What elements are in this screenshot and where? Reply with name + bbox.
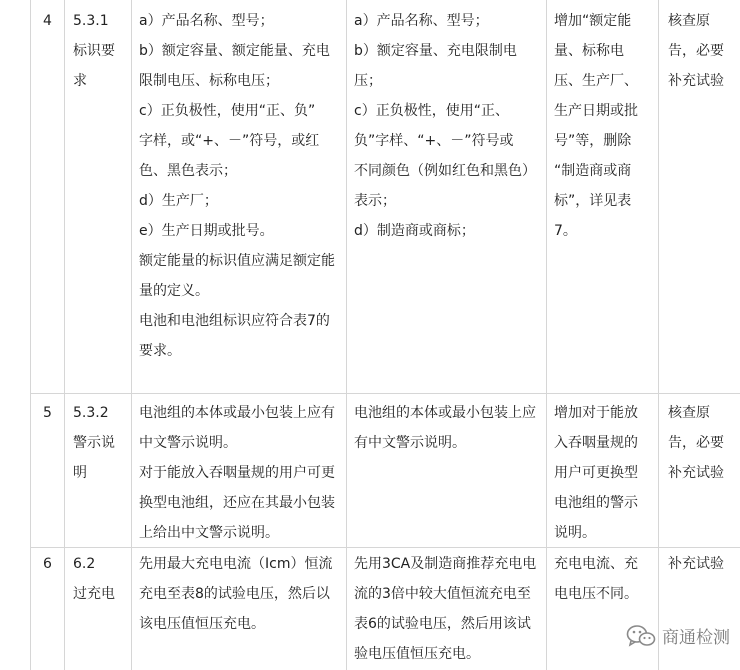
column-divider: [346, 0, 347, 670]
new-standard-cell: 先用3CA及制造商推荐充电电 流的3倍中较大值恒流充电至 表6的试验电压，然后用该试 验电压值恒压充电。: [354, 556, 537, 662]
old-standard-cell: 电池组的本体或最小包装上应有 中文警示说明。 对于能放入吞咽量规的用户可更 换型电池组，还应在其最小包装 上给出中文警示说明。: [139, 405, 335, 541]
change-note-cell: 增加“额定能 量、标称电 压、生产厂、 生产日期或批 号”等，删除 “制造商或商 标”，详见表 7。: [554, 13, 638, 239]
change-note-cell: 充电电流、充 电电压不同。: [554, 556, 638, 602]
clause-cell: 6.2 过充电: [73, 556, 115, 602]
wechat-icon: [626, 624, 656, 648]
row-number: 4: [43, 13, 52, 29]
action-cell: 补充试验: [668, 556, 724, 572]
old-standard-cell: a）产品名称、型号； b）额定容量、额定能量、充电 限制电压、标称电压； c）正负极性，使用“正、负” 字样，或“+、－”符号，或红 色、黑色表示； d）生产厂； e）生产日期或批号。 额定能量的标识值应满足额定能 量的定义。 电池和电池组标识应符合表7的 要求。: [139, 13, 335, 359]
column-divider: [64, 0, 65, 670]
row-divider: [30, 393, 740, 394]
action-cell: 核查原 告，必要 补充试验: [668, 13, 724, 89]
column-divider: [131, 0, 132, 670]
action-cell: 核查原 告，必要 补充试验: [668, 405, 724, 481]
new-standard-cell: a）产品名称、型号； b）额定容量、充电限制电 压； c）正负极性，使用“正、 负”字样、“+、－”符号或 不同颜色（例如红色和黑色） 表示； d）制造商或商标；: [354, 13, 536, 239]
clause-cell: 5.3.2 警示说 明: [73, 405, 115, 481]
new-standard-cell: 电池组的本体或最小包装上应 有中文警示说明。: [354, 405, 536, 451]
clause-cell: 5.3.1 标识要 求: [73, 13, 115, 89]
watermark-text: 商通检测: [662, 628, 730, 648]
column-divider: [546, 0, 547, 670]
row-number: 6: [43, 556, 52, 572]
column-divider: [658, 0, 659, 670]
column-divider: [30, 0, 31, 670]
row-number: 5: [43, 405, 52, 421]
watermark: [626, 623, 730, 648]
change-note-cell: 增加对于能放 入吞咽量规的 用户可更换型 电池组的警示 说明。: [554, 405, 638, 541]
old-standard-cell: 先用最大充电电流（Icm）恒流 充电至表8的试验电压，然后以 该电压值恒压充电。: [139, 556, 333, 632]
